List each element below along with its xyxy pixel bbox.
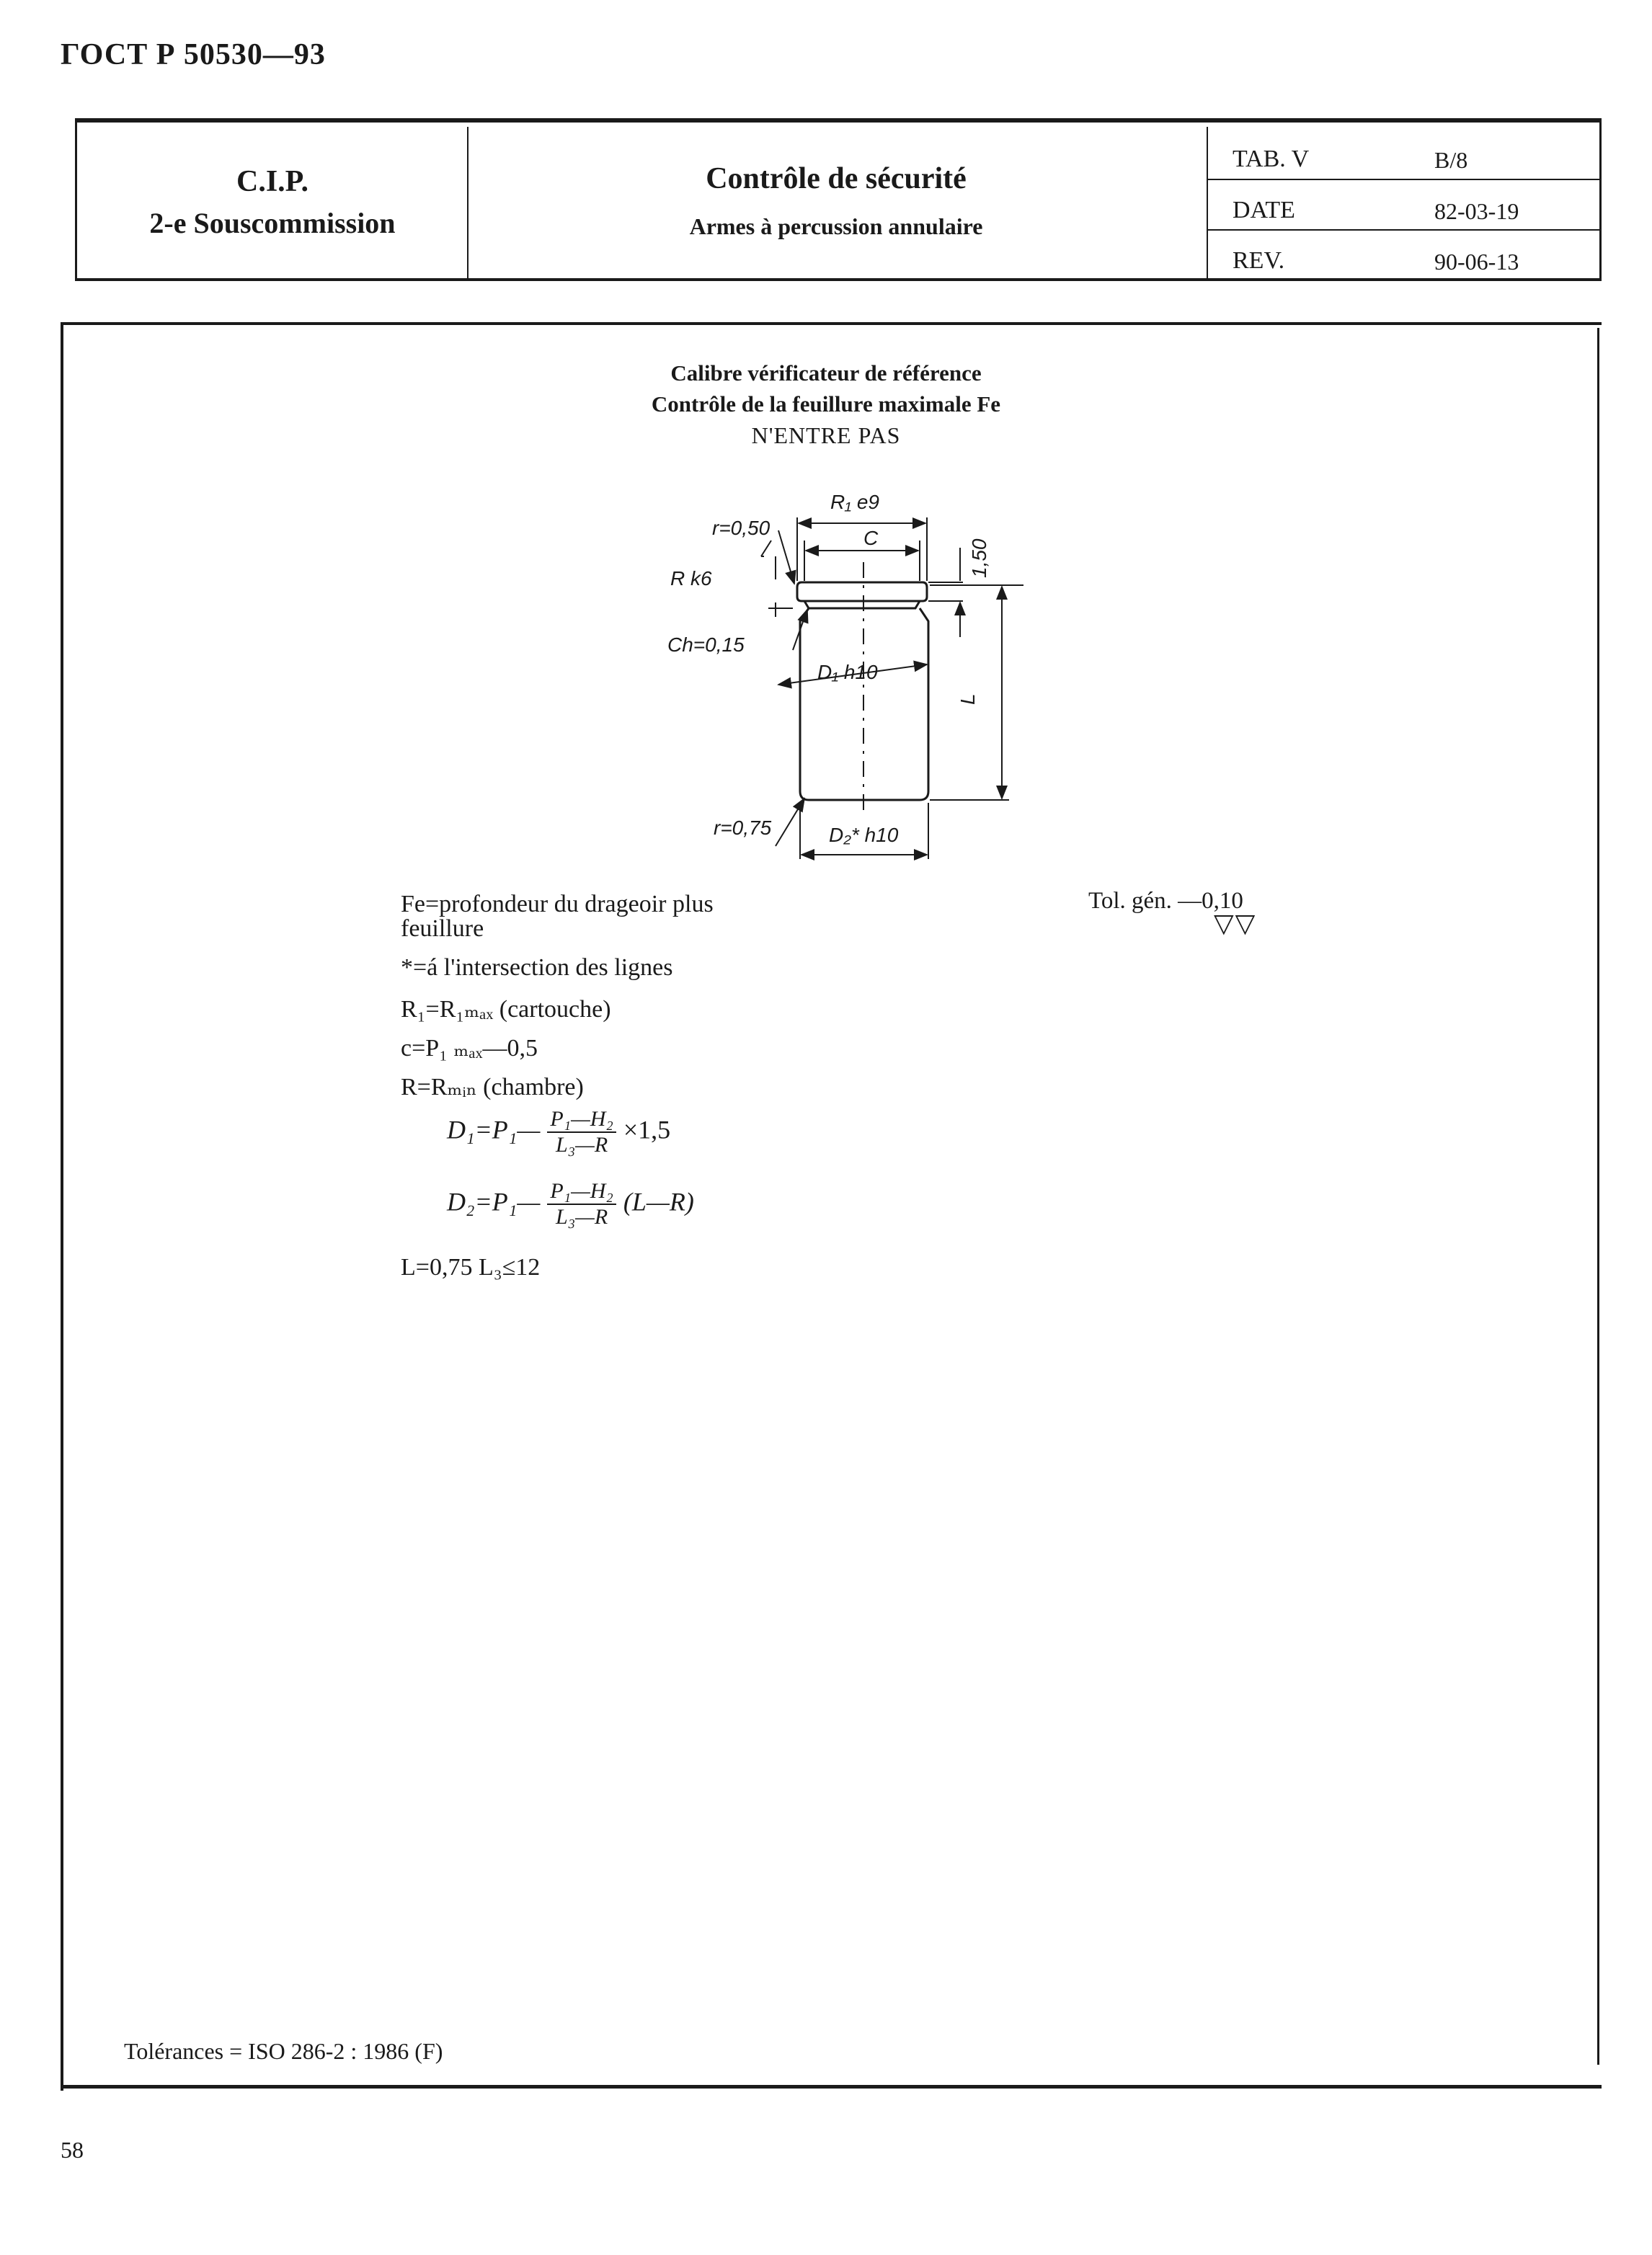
rim-outline	[797, 582, 927, 601]
label-r075: r=0,75	[714, 817, 772, 839]
label-d2: D₂* h10	[829, 824, 899, 846]
label-d1: D₁ h10	[817, 661, 878, 683]
formula-d2	[447, 1179, 694, 1229]
main-border-top	[61, 322, 1602, 325]
note-L: L=0,75 L₃≤12	[401, 1254, 541, 1281]
meta-label-date: DATE	[1233, 197, 1295, 223]
note-r1: R₁=R₁ₘₐₓ (cartouche)	[401, 996, 611, 1023]
main-border-right	[1597, 328, 1599, 2065]
formula-d1-numerator: P₁—H₂	[547, 1107, 616, 1133]
header-table	[75, 118, 1602, 284]
header-meta-divider-1	[1207, 179, 1602, 180]
label-L: L	[956, 693, 979, 705]
header-meta-divider-2	[1207, 229, 1602, 231]
note-fe-line1: Fe=profondeur du drageoir plus	[401, 891, 714, 917]
formula-d2-fraction	[547, 1179, 616, 1229]
header-border-left	[75, 123, 77, 280]
note-star: *=á l'intersection des lignes	[401, 954, 673, 981]
drawing-title-1: Calibre vérificateur de référence	[670, 360, 982, 386]
meta-value-tab: B/8	[1434, 147, 1468, 173]
tolerances-footer: Tolérances = ISO 286-2 : 1986 (F)	[124, 2038, 443, 2064]
label-ch: Ch=0,15	[667, 633, 745, 656]
formula-d2-denominator: L₃—R	[556, 1205, 608, 1229]
label-rk6: R k6	[670, 567, 712, 590]
formula-d2-lhs: D₂=P₁—	[447, 1187, 541, 1217]
meta-label-rev: REV.	[1233, 247, 1285, 274]
formula-d2-rhs: (L—R)	[623, 1187, 694, 1217]
subcommission: 2-e Souscommission	[149, 207, 396, 239]
header-divider-1	[467, 127, 468, 280]
surface-finish-symbol: ▽▽	[1214, 909, 1257, 938]
main-border-left	[61, 325, 63, 2091]
meta-value-rev: 90-06-13	[1434, 249, 1519, 275]
org-name: C.I.P.	[236, 165, 308, 198]
general-tolerance: Tol. gén. —0,10	[1088, 888, 1243, 914]
note-c: c=P₁ ₘₐₓ—0,5	[401, 1035, 538, 1062]
drawing-title-3: N'ENTRE PAS	[751, 422, 901, 448]
label-c: C	[863, 527, 879, 549]
extension-lines-top	[797, 517, 927, 581]
formula-d1-denominator: L₃—R	[556, 1133, 608, 1157]
formula-d1-rhs: ×1,5	[623, 1115, 671, 1144]
formula-d2-numerator: P₁—H₂	[547, 1179, 616, 1205]
gauge-drawing	[634, 476, 1038, 879]
label-r050: r=0,50	[712, 517, 771, 539]
leader-r050	[778, 530, 794, 584]
main-border-bottom	[61, 2085, 1602, 2089]
formula-d1-fraction	[547, 1107, 616, 1157]
header-divider-2	[1207, 127, 1208, 280]
formula-d1	[447, 1107, 670, 1157]
meta-label-tab: TAB. V	[1233, 146, 1310, 172]
header-title: Contrôle de sécurité	[706, 162, 967, 195]
note-r: R=Rₘᵢₙ (chambre)	[401, 1074, 584, 1100]
header-subtitle: Armes à percussion annulaire	[689, 213, 983, 239]
drawing-title-2: Contrôle de la feuillure maximale Fe	[651, 391, 1001, 417]
note-fe-line2: feuillure	[401, 915, 484, 942]
header-border-bottom	[75, 278, 1602, 281]
header-border-right	[1599, 123, 1602, 280]
formula-d1-lhs: D₁=P₁—	[447, 1115, 541, 1144]
meta-value-date: 82-03-19	[1434, 198, 1519, 224]
label-r1e9: R₁ e9	[830, 491, 879, 513]
leader-rk6	[761, 541, 776, 617]
document-code: ГОСТ Р 50530—93	[61, 38, 326, 71]
page-number: 58	[61, 2137, 84, 2163]
label-150: 1,50	[968, 538, 990, 578]
extension-lines-right	[928, 582, 1023, 800]
